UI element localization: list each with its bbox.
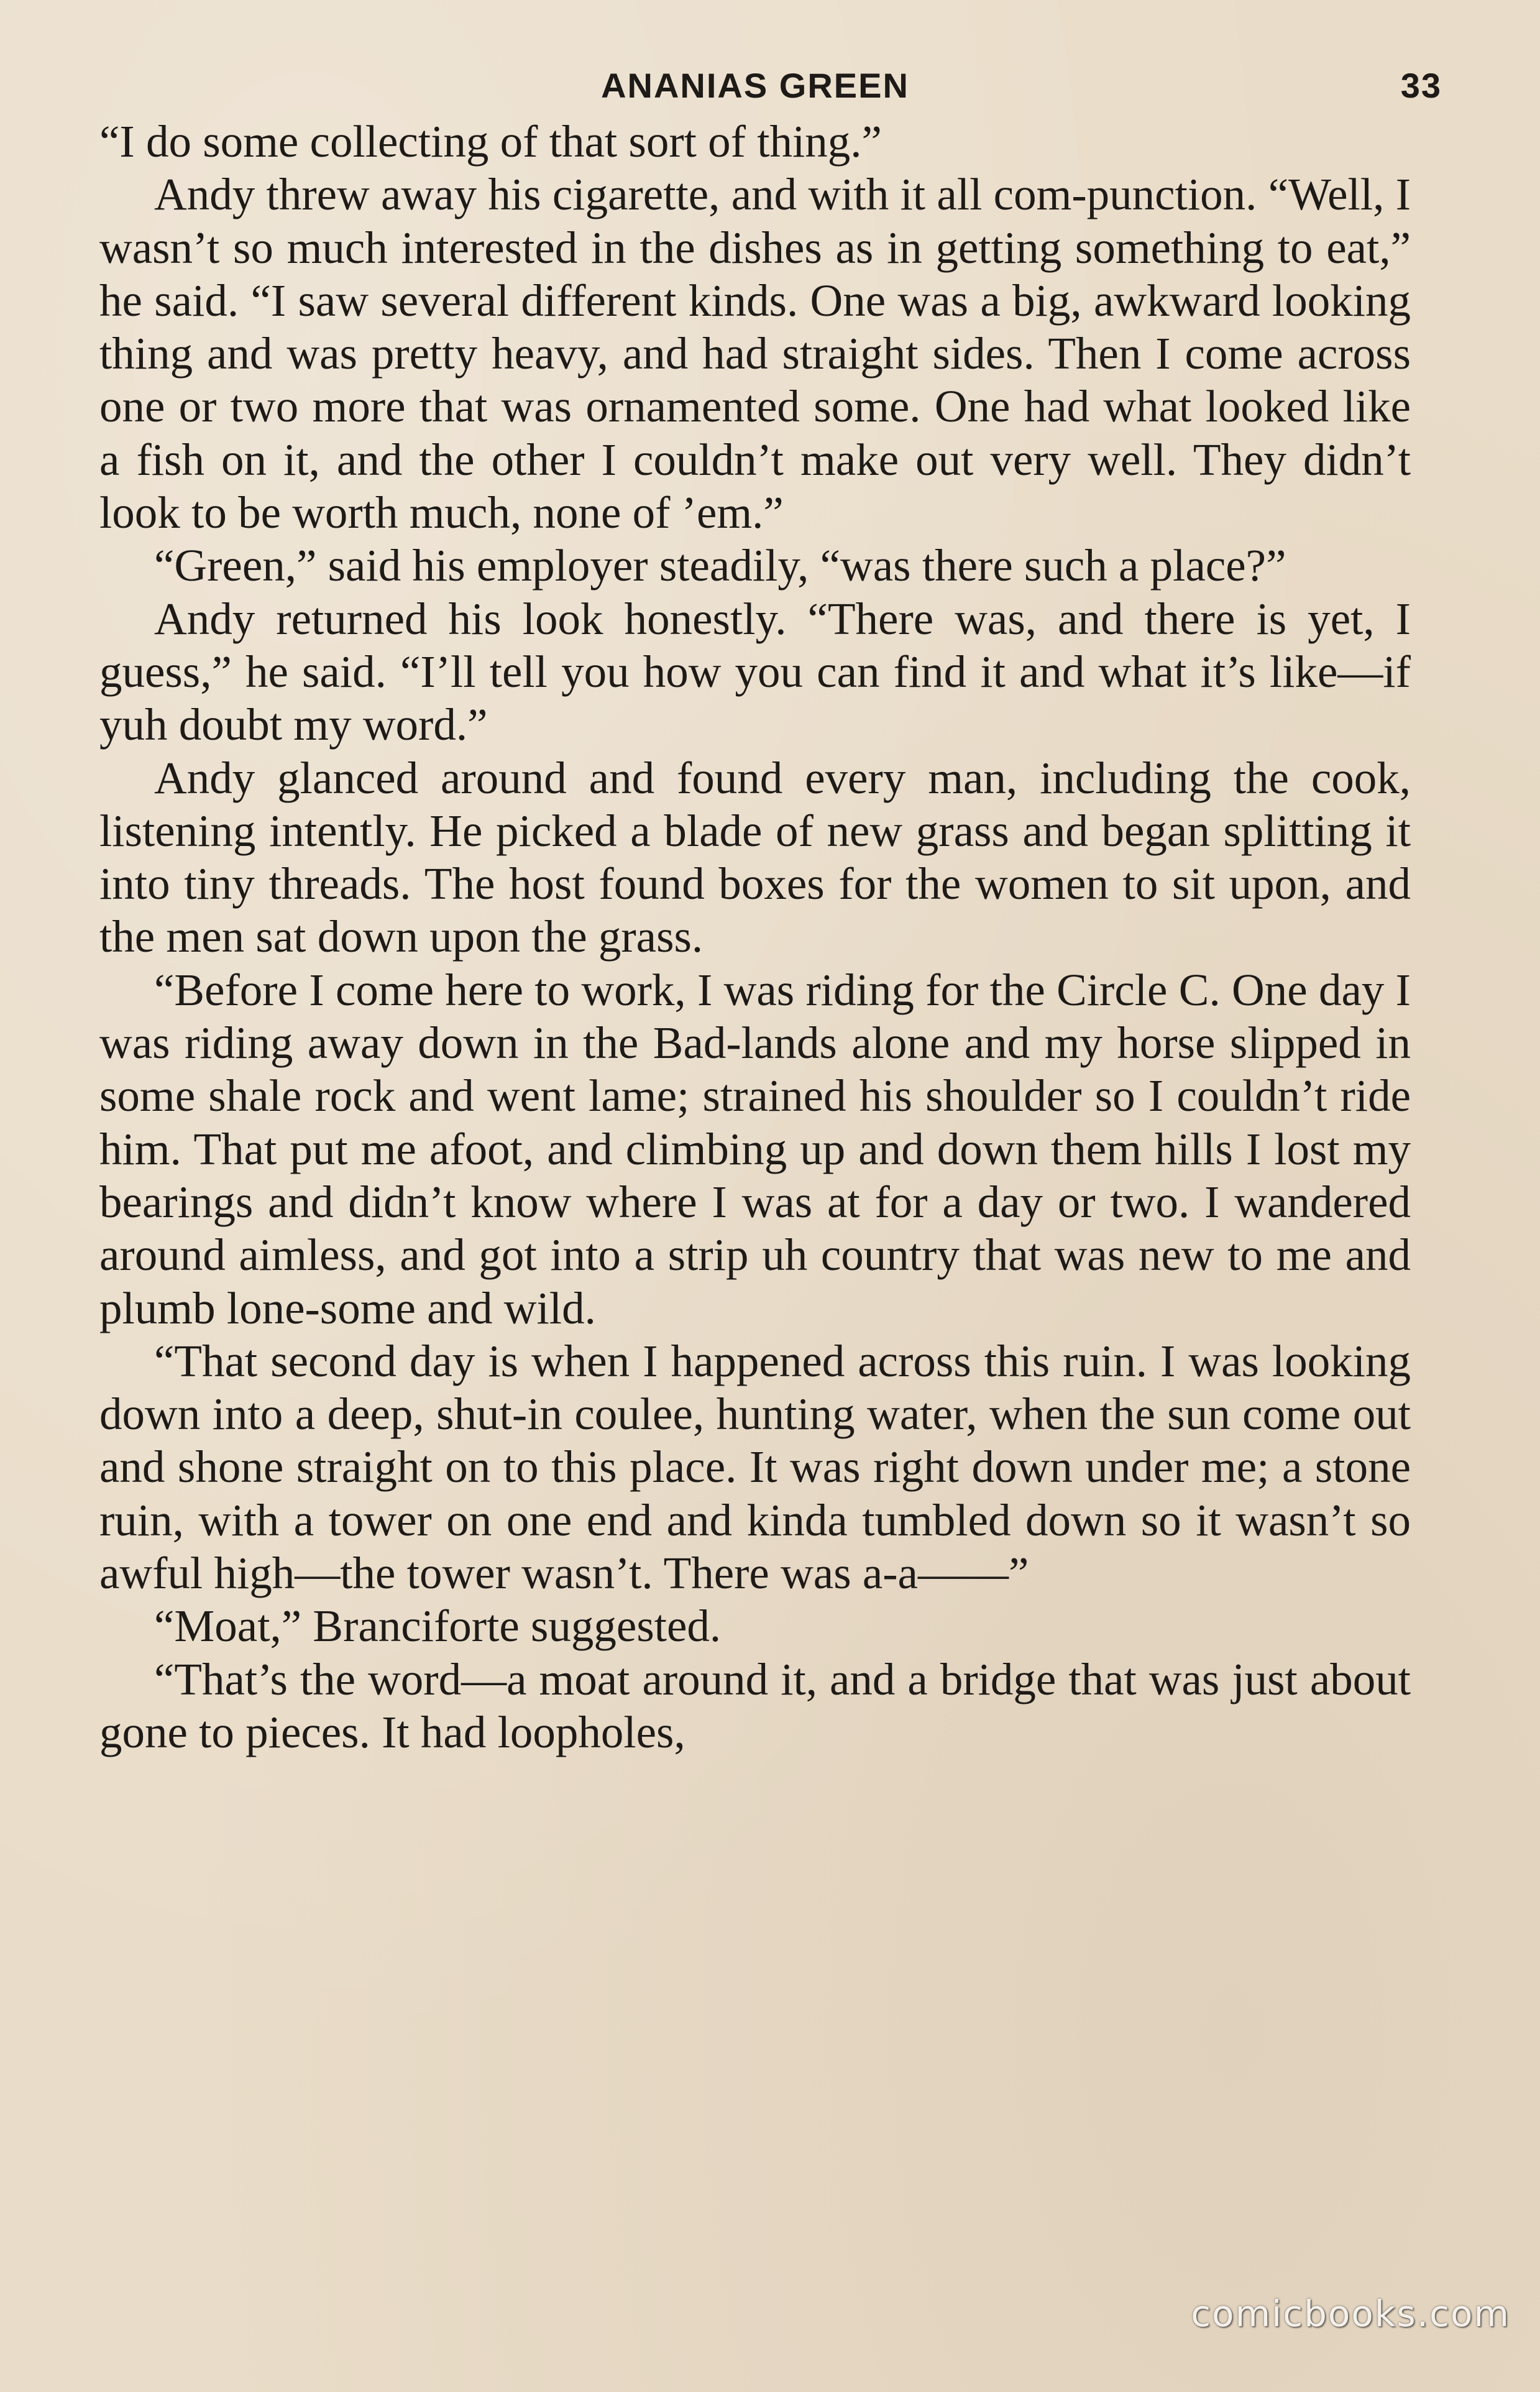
paragraph: Andy returned his look honestly. “There was, and there is yet, I guess,” he said. “I’ll tell you how you can find it and what it’s like—if yuh doubt my word.”: [99, 593, 1411, 750]
paragraph: “Green,” said his employer steadily, “was there such a place?”: [154, 540, 1286, 591]
running-head: [99, 59, 1442, 115]
chapter-title: ANANIAS GREEN: [601, 66, 909, 105]
paragraph: “Moat,” Branciforte suggested.: [154, 1601, 722, 1652]
paragraph: “Before I come here to work, I was riding for the Circle C. One day I was riding away down in the Bad-lands alone and my horse slipped in some shale rock and went lame; strained his shoulder so I couldn’t ride him. That put me afoot, and climbing up and down them hills I lost my bearings and didn’t know where I was at for a day or two. I wandered around aimless, and got into a strip uh country that was new to me and plumb lone-some and wild.: [99, 964, 1411, 1333]
paragraph: Andy glanced around and found every man, including the cook, listening intently. He picked a blade of new grass and began splitting it into tiny threads. The host found boxes for the women to sit upon, and the men sat down upon the grass.: [99, 752, 1411, 962]
book-page: [99, 59, 1442, 1759]
body-text: [99, 115, 1411, 1759]
paragraph: Andy threw away his cigarette, and with it all com-punction. “Well, I wasn’t so much interested in the dishes as in getting something to eat,” he said. “I saw several different kinds. One was a big, awkward looking thing and was pretty heavy, and had straight sides. Then I come across one or two more that was ornamented some. One had what looked like a fish on it, and the other I couldn’t make out very well. They didn’t look to be worth much, none of ’em.”: [99, 169, 1411, 538]
watermark: comicbooks.com: [1191, 2293, 1510, 2335]
paragraph: “That’s the word—a moat around it, and a bridge that was just about gone to pieces. It had loopholes,: [99, 1654, 1411, 1757]
paragraph: “That second day is when I happened across this ruin. I was looking down into a deep, shut-in coulee, hunting water, when the sun come out and shone straight on to this place. It was right down under me; a stone ruin, with a tower on one end and kinda tumbled down so it wasn’t so awful high—the tower wasn’t. There was a-a——”: [99, 1335, 1411, 1599]
paragraph: “I do some collecting of that sort of thing.”: [99, 116, 882, 167]
page-number: 33: [1400, 66, 1442, 105]
